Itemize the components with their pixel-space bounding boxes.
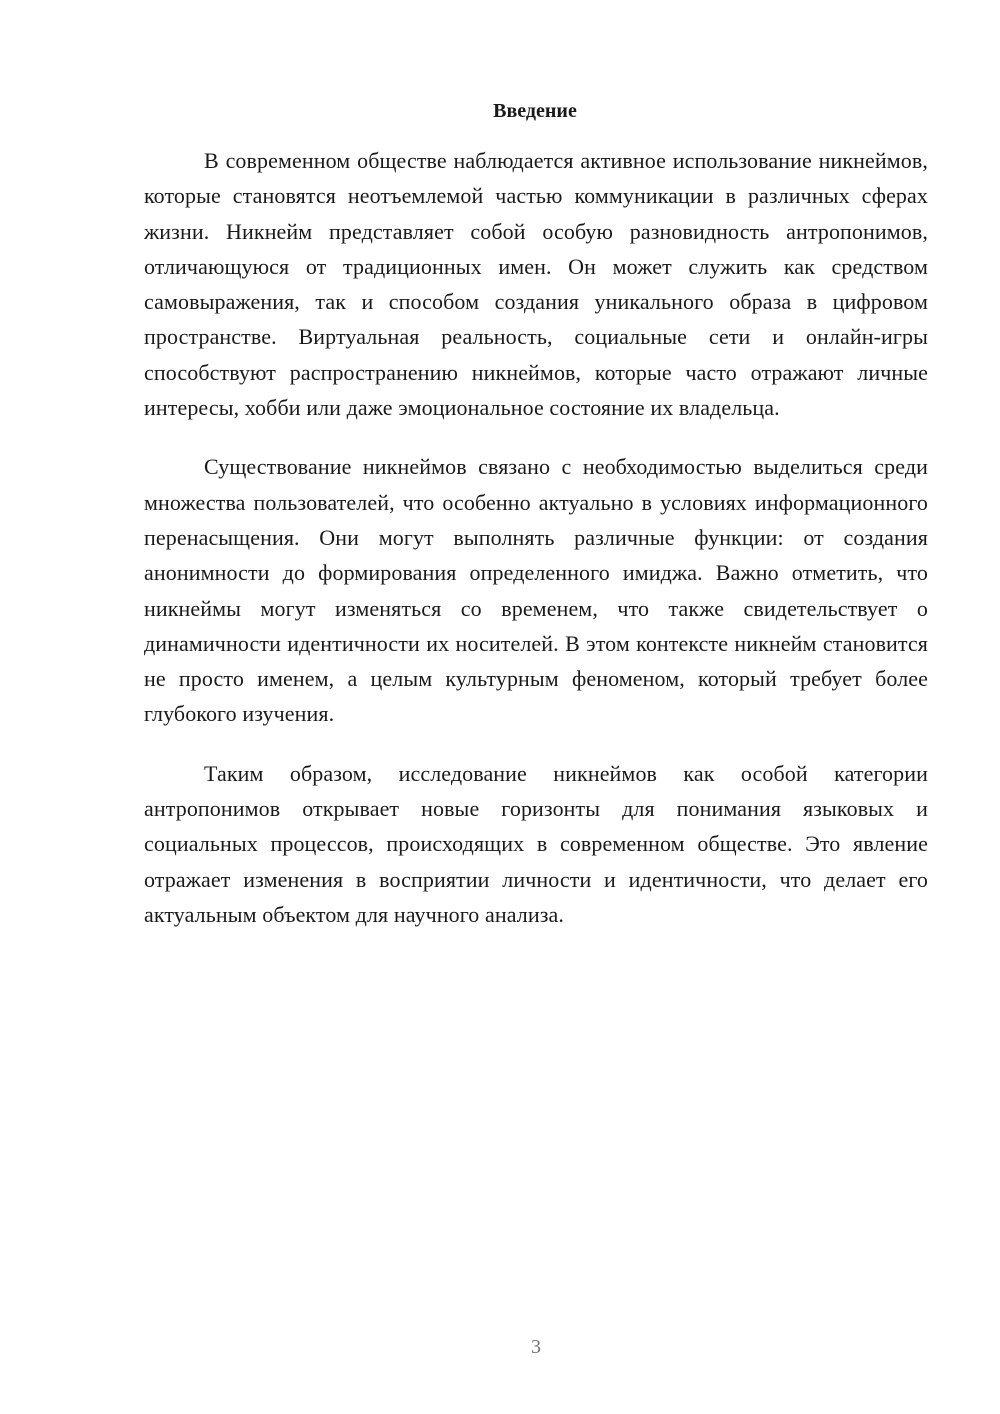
paragraph-3: Таким образом, исследование никнеймов как особой категории антропонимов открывает новые горизонты для понимания языковых и социальных процессов, происходящих в современном обществе. Это явление отражает изменения в восприятии личности и идентичности, что делает его актуальным объектом для научного анализа. [144,760,928,927]
paragraph-1: В современном обществе наблюдается активное использование никнеймов, которые становятся неотъемлемой частью коммуникации в различных сферах жизни. Никнейм представляет собой особую разновидность антропонимов, отличающуюся от традиционных имен. Он может служить как средством самовыражения, так и способом создания уникального образа в цифровом пространстве. Виртуальная реальность, социальные сети и онлайн-игры способствуют распространению никнеймов, которые часто отражают личные интересы, хобби или даже эмоциональное состояние их владельца. [144,148,928,421]
paragraph-2: Существование никнеймов связано с необходимостью выделиться среди множества пользователей, что особенно актуально в условиях информационного перенасыщения. Они могут выполнять различные функции: от создания анонимности до формирования определенного имиджа. Важно отметить, что никнеймы могут изменяться со временем, что также свидетельствует о динамичности идентичности их носителей. В этом контексте никнейм становится не просто именем, а целым культурным феноменом, который требует более глубокого изучения. [144,454,928,727]
body-text [144,143,928,956]
section-heading: Введение [493,100,577,122]
page-number: 3 [531,1336,541,1358]
